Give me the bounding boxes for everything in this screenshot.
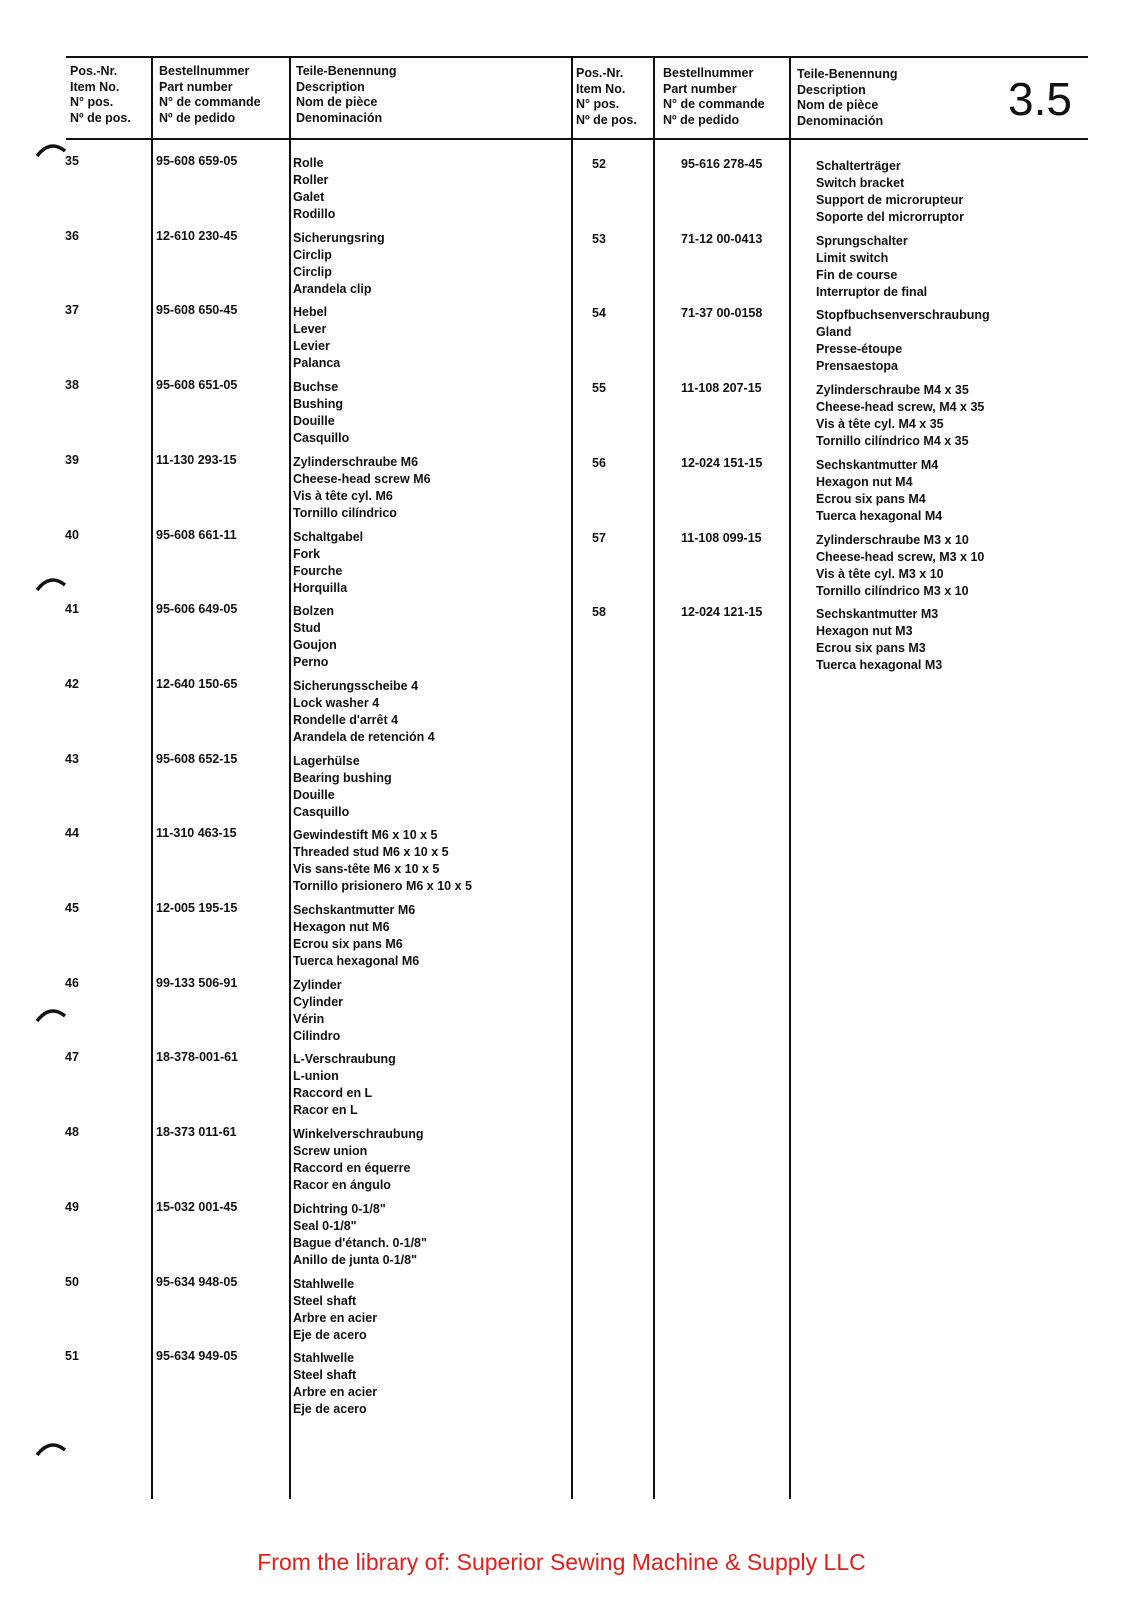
description-line: Schaltgabel	[293, 529, 364, 544]
description-line: Vis à tête cyl. M6	[293, 488, 393, 503]
description-line: Douille	[293, 414, 335, 429]
description-line: Casquillo	[293, 431, 350, 446]
description-line: Levier	[293, 339, 330, 354]
header-part-right: Bestellnummer Part number N° de commande Nº de pedido	[663, 66, 765, 127]
header-desc-left: Teile-Benennung Description Nom de pièce Denominación	[296, 64, 397, 125]
item-number: 43	[65, 751, 79, 766]
part-description	[293, 977, 343, 1045]
description-line: Gland	[816, 325, 852, 340]
description-line: Circlip	[293, 247, 332, 262]
part-description	[816, 606, 942, 674]
part-number: 95-608 659-05	[156, 154, 238, 168]
item-number: 48	[65, 1125, 79, 1140]
description-line: Eje de acero	[293, 1402, 367, 1417]
description-line: L-union	[293, 1069, 339, 1084]
description-line: Ecrou six pans M6	[293, 937, 403, 951]
description-line: Vis à tête cyl. M4 x 35	[816, 417, 944, 432]
part-number: 18-373 011-61	[156, 1125, 237, 1140]
description-line: Limit switch	[816, 250, 889, 265]
part-number: 12-610 230-45	[156, 228, 238, 243]
column-divider	[151, 57, 153, 1499]
part-number: 95-608 661-11	[156, 527, 237, 542]
description-line: Tornillo cilíndrico M4 x 35	[816, 434, 969, 449]
part-number: 11-108 207-15	[681, 381, 762, 396]
part-number: 95-608 651-05	[156, 378, 238, 393]
item-number: 54	[592, 306, 606, 321]
header-top-rule	[66, 56, 1088, 58]
description-line: Raccord en équerre	[293, 1161, 411, 1176]
description-line: Steel shaft	[293, 1293, 357, 1308]
description-line: Presse-étoupe	[816, 342, 903, 357]
description-line: Schalterträger	[816, 159, 901, 173]
description-line: Vérin	[293, 1011, 325, 1026]
description-line: Galet	[293, 190, 325, 204]
description-line: Dichtring 0-1/8"	[293, 1201, 386, 1216]
description-line: Sicherungsscheibe 4	[293, 678, 419, 693]
part-description	[293, 1201, 427, 1269]
description-line: Buchse	[293, 380, 339, 395]
part-description	[293, 304, 340, 372]
item-number: 49	[65, 1199, 79, 1214]
part-number: 12-005 195-15	[156, 901, 238, 915]
column-divider	[571, 57, 573, 1499]
description-line: Douille	[293, 787, 335, 802]
description-line: Bearing bushing	[293, 770, 392, 785]
binder-hole-mark	[36, 143, 66, 157]
part-description	[293, 1276, 377, 1344]
description-line: Ecrou six pans M4	[816, 491, 926, 506]
description-line: Rodillo	[293, 207, 336, 221]
description-line: Cylinder	[293, 994, 344, 1009]
description-line: Stud	[293, 621, 321, 636]
header-pos-left: Pos.-Nr. Item No. N° pos. Nº de pos.	[70, 64, 131, 125]
item-number: 40	[65, 527, 79, 542]
description-line: Gewindestift M6 x 10 x 5	[293, 828, 438, 843]
part-number: 12-024 151-15	[681, 455, 763, 470]
binder-hole-mark	[36, 1008, 66, 1022]
description-line: Vis à tête cyl. M3 x 10	[816, 566, 944, 581]
description-line: Arandela clip	[293, 281, 372, 296]
description-line: Cilindro	[293, 1028, 341, 1043]
description-line: Lagerhülse	[293, 753, 360, 768]
description-line: Sicherungsring	[293, 230, 385, 245]
part-description	[293, 454, 431, 522]
item-number: 53	[592, 231, 606, 246]
binder-hole-mark	[36, 1442, 66, 1456]
part-number: 11-310 463-15	[156, 826, 237, 841]
description-line: Prensaestopa	[816, 359, 898, 374]
part-number: 95-616 278-45	[681, 157, 763, 171]
item-number: 35	[65, 154, 79, 168]
item-number: 36	[65, 228, 79, 243]
description-line: Sechskantmutter M4	[816, 457, 939, 472]
part-number: 95-634 948-05	[156, 1274, 238, 1289]
item-number: 57	[592, 530, 606, 545]
description-line: Cheese-head screw M6	[293, 471, 431, 486]
part-description	[816, 233, 927, 301]
description-line: Steel shaft	[293, 1368, 357, 1383]
description-line: Seal 0-1/8"	[293, 1218, 357, 1233]
section-number: 3.5	[1008, 73, 1072, 125]
description-line: Screw union	[293, 1144, 368, 1159]
description-line: Arbre en acier	[293, 1310, 378, 1325]
description-line: Cheese-head screw, M3 x 10	[816, 549, 985, 564]
description-line: Tornillo prisionero M6 x 10 x 5	[293, 879, 472, 894]
description-line: Zylinderschraube M3 x 10	[816, 532, 969, 547]
column-divider	[653, 57, 655, 1499]
description-line: Zylinderschraube M6	[293, 454, 419, 469]
description-line: Threaded stud M6 x 10 x 5	[293, 845, 449, 860]
part-description	[293, 603, 337, 671]
item-number: 41	[65, 602, 79, 617]
part-description	[816, 532, 984, 600]
description-line: Anillo de junta 0-1/8"	[293, 1252, 417, 1267]
description-line: Stahlwelle	[293, 1276, 355, 1291]
description-line: Tuerca hexagonal M6	[293, 954, 420, 968]
library-footer: From the library of: Superior Sewing Machine & Supply LLC	[257, 1549, 866, 1575]
item-number: 44	[65, 826, 79, 841]
column-divider	[289, 57, 291, 1499]
description-line: Raccord en L	[293, 1086, 373, 1101]
part-description	[816, 307, 990, 375]
part-number: 11-108 099-15	[681, 530, 762, 545]
part-description	[293, 1051, 396, 1119]
part-description	[293, 529, 363, 597]
header-pos-right: Pos.-Nr. Item No. N° pos. Nº de pos.	[576, 66, 637, 127]
part-number: 95-608 652-15	[156, 751, 238, 766]
description-line: Winkelverschraubung	[293, 1127, 424, 1142]
description-line: Bushing	[293, 397, 343, 412]
item-number: 46	[65, 975, 79, 990]
part-description	[293, 902, 419, 970]
binder-hole-mark	[36, 577, 66, 591]
description-line: Fourche	[293, 563, 343, 578]
description-line: Casquillo	[293, 804, 350, 819]
item-number: 37	[65, 303, 79, 318]
part-description	[293, 753, 392, 821]
part-number: 95-608 650-45	[156, 303, 238, 318]
part-number: 71-37 00-0158	[681, 306, 763, 321]
description-line: Roller	[293, 173, 329, 187]
part-number: 99-133 506-91	[156, 975, 238, 990]
description-line: Goujon	[293, 638, 337, 653]
part-description	[293, 1126, 423, 1194]
part-number: 15-032 001-45	[156, 1199, 238, 1214]
description-line: Tornillo cilíndrico	[293, 505, 397, 520]
description-line: Lever	[293, 322, 327, 337]
header-bottom-rule	[66, 138, 1088, 140]
description-line: Racor en ángulo	[293, 1178, 391, 1193]
description-line: Fork	[293, 546, 321, 561]
description-line: Sprungschalter	[816, 233, 908, 248]
item-number: 51	[65, 1349, 79, 1364]
description-line: Zylinder	[293, 977, 342, 992]
item-number: 52	[592, 157, 606, 171]
part-description	[816, 457, 942, 525]
description-line: Hexagon nut M6	[293, 920, 390, 934]
description-line: Racor en L	[293, 1103, 358, 1118]
description-line: Soporte del microrruptor	[816, 210, 964, 224]
part-description	[293, 155, 335, 223]
header-part-left: Bestellnummer Part number N° de commande Nº de pedido	[159, 64, 261, 125]
description-line: Arandela de retención 4	[293, 729, 435, 744]
description-line: Support de microrupteur	[816, 193, 964, 207]
description-line: Hexagon nut M3	[816, 624, 913, 639]
part-description	[816, 382, 984, 450]
description-line: Tuerca hexagonal M3	[816, 658, 943, 673]
description-line: Bolzen	[293, 604, 334, 619]
part-description	[293, 379, 349, 447]
column-divider	[789, 57, 791, 1499]
item-number: 45	[65, 901, 79, 915]
part-number: 18-378-001-61	[156, 1050, 239, 1065]
description-line: Horquilla	[293, 580, 348, 595]
description-line: Zylinderschraube M4 x 35	[816, 383, 969, 398]
part-number: 95-634 949-05	[156, 1349, 238, 1364]
description-line: Stopfbuchsenverschraubung	[816, 308, 990, 323]
description-line: Palanca	[293, 356, 341, 371]
description-line: Circlip	[293, 264, 332, 279]
description-line: Lock washer 4	[293, 695, 380, 710]
part-number: 71-12 00-0413	[681, 231, 763, 246]
item-number: 42	[65, 676, 79, 691]
description-line: Eje de acero	[293, 1327, 367, 1342]
description-line: Rondelle d'arrêt 4	[293, 712, 399, 727]
part-number: 11-130 293-15	[156, 452, 237, 467]
description-line: Vis sans-tête M6 x 10 x 5	[293, 862, 440, 877]
description-line: Interruptor de final	[816, 284, 928, 299]
item-number: 39	[65, 452, 79, 467]
part-number: 12-640 150-65	[156, 676, 238, 691]
description-line: Tuerca hexagonal M4	[816, 508, 943, 523]
description-line: Hexagon nut M4	[816, 474, 913, 489]
part-description	[293, 230, 385, 298]
part-description	[816, 158, 964, 226]
description-line: Sechskantmutter M6	[293, 903, 416, 917]
description-line: Sechskantmutter M3	[816, 607, 939, 622]
part-description	[293, 1350, 377, 1418]
description-line: Cheese-head screw, M4 x 35	[816, 400, 985, 415]
part-number: 95-606 649-05	[156, 602, 238, 617]
description-line: Switch bracket	[816, 176, 905, 190]
item-number: 50	[65, 1274, 79, 1289]
item-number: 55	[592, 381, 606, 396]
description-line: Tornillo cilíndrico M3 x 10	[816, 583, 969, 598]
description-line: Ecrou six pans M3	[816, 641, 926, 656]
item-number: 47	[65, 1050, 79, 1065]
description-line: Rolle	[293, 156, 324, 170]
part-description	[293, 678, 435, 746]
description-line: Bague d'étanch. 0-1/8"	[293, 1235, 427, 1250]
header-desc-right: Teile-Benennung Description Nom de pièce Denominación	[797, 67, 898, 128]
part-number: 12-024 121-15	[681, 605, 763, 620]
description-line: L-Verschraubung	[293, 1052, 396, 1067]
description-line: Arbre en acier	[293, 1385, 378, 1400]
item-number: 56	[592, 455, 606, 470]
description-line: Stahlwelle	[293, 1351, 355, 1366]
item-number: 38	[65, 378, 79, 393]
description-line: Fin de course	[816, 267, 898, 282]
description-line: Hebel	[293, 305, 328, 320]
item-number: 58	[592, 605, 606, 620]
description-line: Perno	[293, 655, 329, 670]
part-description	[293, 827, 472, 895]
